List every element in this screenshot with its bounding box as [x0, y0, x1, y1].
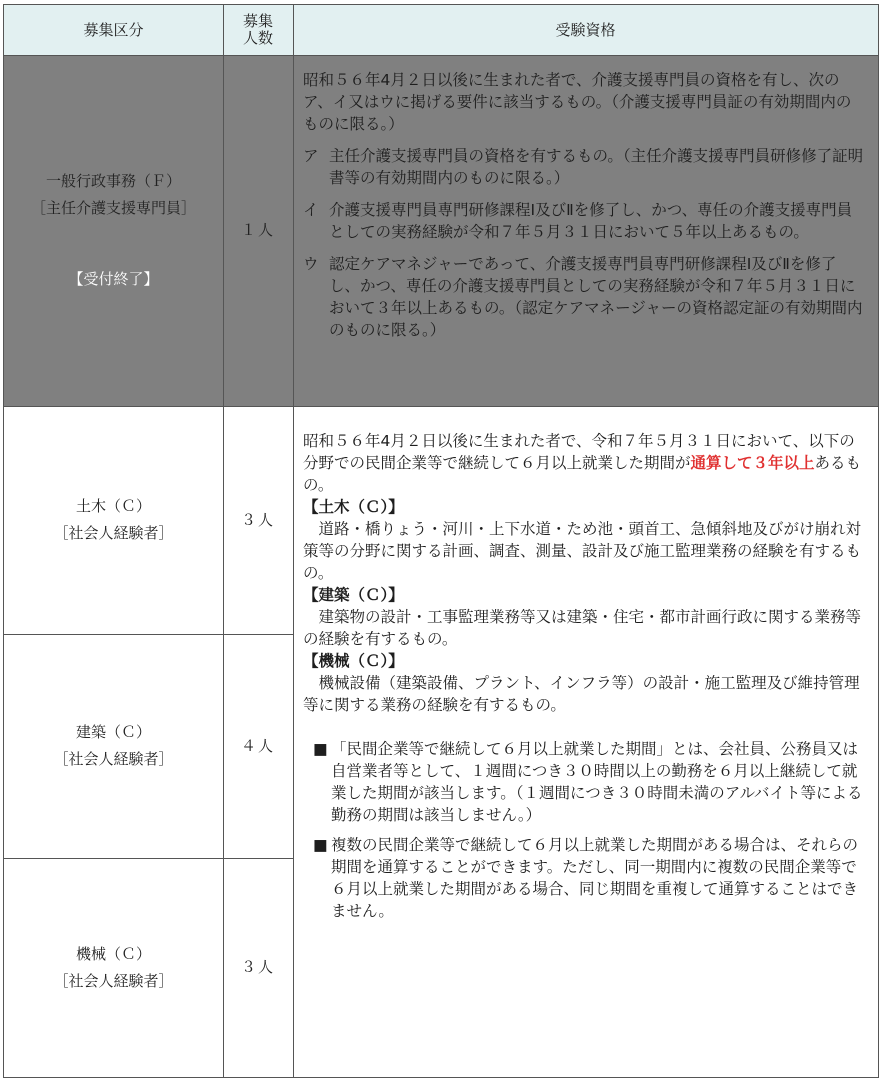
section-title-architecture: 【建築（Ｃ）】 — [303, 586, 404, 604]
item-mark: ア — [303, 147, 319, 165]
item-mark: ウ — [303, 255, 319, 273]
header-count-line2: 人数 — [242, 29, 273, 47]
square-bullet-icon: ■ — [313, 836, 328, 854]
category-subtitle: ［主任介護支援専門員］ — [30, 199, 196, 217]
table-row-category — [4, 406, 223, 634]
section-text-civil: 道路・橋りょう・河川・上下水道・ため池・頭首工、急傾斜地及びがけ崩れ対策等の分野に関する計画、調査、測量、設計及び施工監理業務の経験を有するもの。 — [303, 520, 862, 582]
divider — [4, 406, 878, 407]
note-text: 複数の民間企業等で継続して６月以上就業した期間がある場合は、それらの期間を通算することができます。ただし、同一期間内に複数の民間企業等で６月以上就業した期間がある場合、同じ期間を重複して通算することはできません。 — [331, 836, 859, 920]
header-qualification: 受験資格 — [555, 20, 616, 39]
table-row-qualification — [293, 55, 878, 406]
note-item — [303, 834, 864, 922]
category-subtitle: ［社会人経験者］ — [53, 524, 174, 542]
section-title-mechanical: 【機械（Ｃ）】 — [303, 652, 404, 670]
header-count — [223, 5, 293, 55]
table-row-category — [4, 634, 223, 858]
item-text: 主任介護支援専門員の資格を有するもの。（主任介護支援専門員研修修了証明書等の有効期間内のものに限る。） — [329, 147, 864, 187]
intro-text: 昭和５６年4月２日以後に生まれた者で、令和７年５月３１日において、以下の分野での民間企業等で継続して６月以上就業した期間が — [303, 432, 855, 472]
category-name: 建築（Ｃ） — [75, 723, 151, 741]
intro-text-end: あるもの。 — [303, 454, 862, 494]
divider — [223, 5, 224, 1077]
divider — [4, 55, 878, 56]
section-text-architecture: 建築物の設計・工事監理業務等又は建築・住宅・都市計画行政に関する業務等の経験を有するもの。 — [303, 608, 862, 648]
qualification-intro: 昭和５６年4月２日以後に生まれた者で、介護支援専門員の資格を有し、次のア、イ又はウに掲げる要件に該当するもの。（介護支援専門員証の有効期間内のものに限る。） — [303, 71, 852, 133]
list-item — [303, 145, 864, 189]
category-name: 土木（Ｃ） — [75, 497, 151, 515]
shared-qualification-cell — [293, 406, 878, 1077]
header-count-line1: 募集 — [242, 12, 273, 30]
divider — [4, 634, 293, 635]
recruitment-table — [3, 4, 879, 1078]
highlight-text: 通算して３年以上 — [690, 454, 815, 472]
table-row-count: ３人 — [240, 958, 275, 976]
header-category: 募集区分 — [83, 20, 144, 39]
category-name: 機械（Ｃ） — [75, 944, 151, 963]
qualification-intro — [303, 430, 864, 496]
list-item — [303, 199, 864, 243]
note-text: 「民間企業等で継続して６月以上就業した期間」とは、会社員、公務員又は自営業者等として、１週間につき３０時間以上の勤務を６月以上継続して就業した期間が該当します。（１週間につき３０時間未満のアルバイト等による勤務の期間は該当しません。） — [331, 740, 863, 824]
table-row-category — [4, 55, 223, 406]
divider — [4, 858, 293, 859]
table-row-count: １人 — [240, 221, 275, 239]
table-row-category — [4, 858, 223, 1077]
item-text: 介護支援専門員専門研修課程Ⅰ及びⅡを修了し、かつ、専任の介護支援専門員としての実務経験が令和７年５月３１日において５年以上あるもの。 — [329, 201, 853, 241]
list-item — [303, 253, 864, 341]
divider — [293, 5, 294, 1077]
category-subtitle: ［社会人経験者］ — [53, 750, 174, 768]
item-mark: イ — [303, 201, 319, 219]
table-row-count: ３人 — [240, 510, 275, 529]
section-text-mechanical: 機械設備（建築設備、プラント、インフラ等）の設計・施工監理及び維持管理等に関する業務の経験を有するもの。 — [303, 674, 860, 714]
note-item — [303, 738, 864, 826]
section-title-civil: 【土木（Ｃ）】 — [303, 498, 404, 516]
table-row-count: ４人 — [240, 736, 275, 755]
square-bullet-icon: ■ — [313, 740, 328, 758]
category-name: 一般行政事務（Ｆ） — [45, 172, 181, 190]
item-text: 認定ケアマネジャーであって、介護支援専門員専門研修課程Ⅰ及びⅡを修了し、かつ、専任の介護支援専門員としての実務経験が令和７年５月３１日において３年以上あるもの。（認定ケアマネージャーの資格認定証の有効期間内のものに限る。） — [329, 255, 863, 339]
status-badge: 【受付終了】 — [68, 270, 159, 288]
category-subtitle: ［社会人経験者］ — [53, 971, 174, 990]
